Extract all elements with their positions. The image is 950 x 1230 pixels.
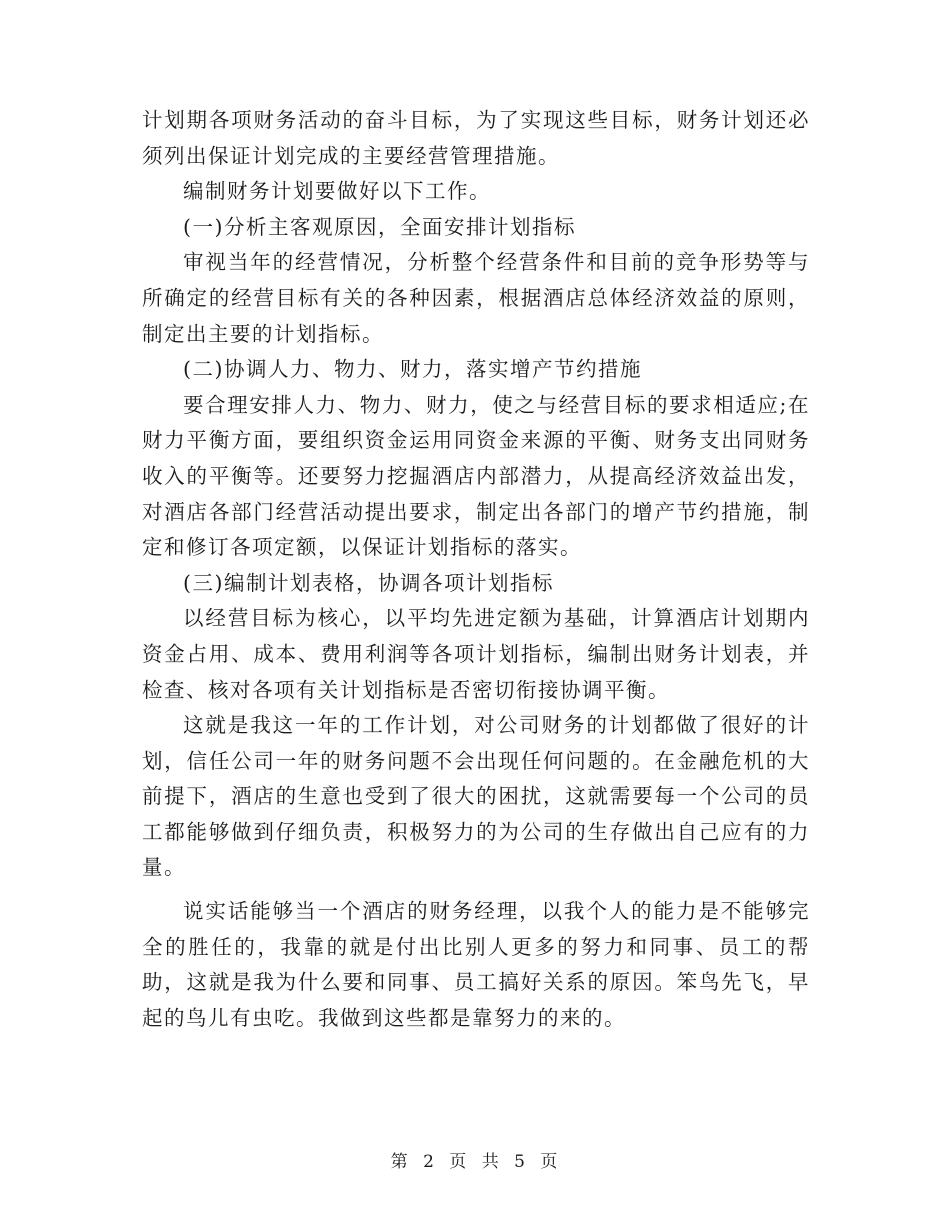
footer-current-page: 2 bbox=[423, 1152, 436, 1172]
footer-label-page: 第 bbox=[390, 1152, 410, 1172]
paragraph-continuation: 计划期各项财务活动的奋斗目标，为了实现这些目标，财务计划还必须列出保证计划完成的主要经营管理措施。 bbox=[142, 108, 810, 168]
page-footer bbox=[0, 1147, 950, 1172]
paragraph-section-2: 要合理安排人力、物力、财力，使之与经营目标的要求相适应;在财力平衡方面，要组织资金运用同资金来源的平衡、财务支出同财务收入的平衡等。还要努力挖掘酒店内部潜力，从提高经济效益出发，对酒店各部门经营活动提出要求，制定出各部门的增产节约措施，制定和修订各项定额，以保证计划指标的落实。 bbox=[142, 392, 810, 560]
section-heading-2: (二)协调人力、物力、财力，落实增产节约措施 bbox=[183, 357, 642, 382]
footer-label-page-unit: 页 bbox=[449, 1152, 469, 1172]
footer-label-total: 共 bbox=[481, 1152, 501, 1172]
paragraph-summary: 这就是我这一年的工作计划，对公司财务的计划都做了很好的计划，信任公司一年的财务问题不会出现任何问题的。在金融危机的大前提下，酒店的生意也受到了很大的困扰，这就需要每一个公司的员工都能够做到仔细负责，积极努力的为公司的生存做出自己应有的力量。 bbox=[142, 713, 810, 880]
paragraph-closing: 说实话能够当一个酒店的财务经理，以我个人的能力是不能够完全的胜任的，我靠的就是付出比别人更多的努力和同事、员工的帮助，这就是我为什么要和同事、员工搞好关系的原因。笨鸟先飞，早起的鸟儿有虫吃。我做到这些都是靠努力的来的。 bbox=[142, 899, 810, 1030]
paragraph-intro: 编制财务计划要做好以下工作。 bbox=[183, 179, 491, 204]
footer-label-total-unit: 页 bbox=[540, 1152, 560, 1172]
section-heading-1: (一)分析主客观原因，全面安排计划指标 bbox=[183, 214, 576, 239]
document-body bbox=[142, 103, 810, 1036]
paragraph-section-3: 以经营目标为核心，以平均先进定额为基础，计算酒店计划期内资金占用、成本、费用利润等各项计划指标，编制出财务计划表，并检查、核对各项有关计划指标是否密切衔接协调平衡。 bbox=[142, 606, 810, 702]
footer-total-pages: 5 bbox=[514, 1152, 527, 1172]
section-heading-3: (三)编制计划表格，协调各项计划指标 bbox=[183, 570, 554, 595]
paragraph-section-1: 审视当年的经营情况，分析整个经营条件和目前的竞争形势等与所确定的经营目标有关的各种因素，根据酒店总体经济效益的原则，制定出主要的计划指标。 bbox=[142, 250, 810, 346]
